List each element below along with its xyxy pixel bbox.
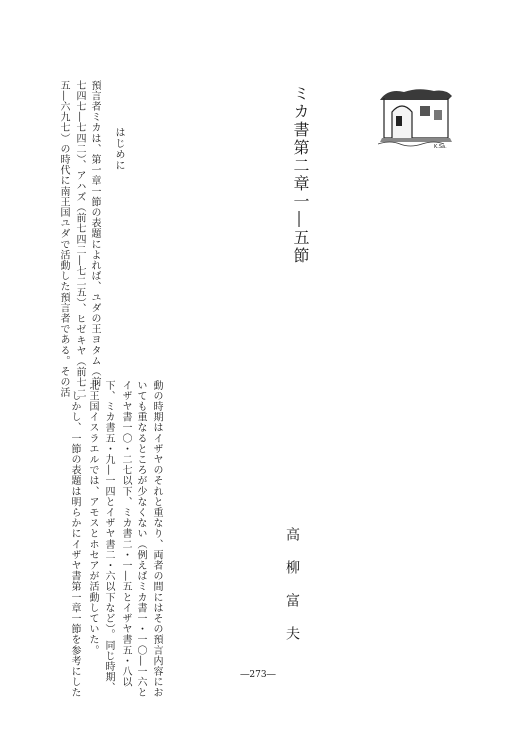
intro-column: 七四七―七四二）、アハズ（前七四二―七二五）、ヒゼキヤ（前七二 (74, 80, 85, 399)
author-name: 高柳富夫 (284, 527, 300, 659)
body-column: しかし、一節の表題は明らかにイザヤ書第一章一節を参考にした (69, 380, 80, 698)
svg-text:K.Sa.: K.Sa. (434, 144, 447, 150)
body-column: イザヤ書一〇・二七以下、ミカ書二・一―五とイザヤ書五・八以 (120, 380, 131, 688)
page-number: ―273― (240, 670, 276, 680)
body-column: いても重なるところが少なくない（例えばミカ書一・一〇―一六と (135, 380, 146, 698)
intro-column: 預言者ミカは、第一章一節の表題によれば、ユダの王ヨタム（前 (89, 80, 100, 388)
house-illustration (378, 86, 454, 150)
page-title: ミカ書第二章一―五節 (291, 85, 310, 265)
body-column: 動の時期はイザヤのそれと重なり、両者の間にはその預言内容にお (151, 380, 162, 698)
intro-column: 五―六九七）の時代に南王国ユダで活動した預言者である。その活 (58, 80, 69, 398)
section-heading: はじめに (113, 127, 124, 171)
body-column: 北王国イスラエルでは、アモスとホセアが活動していた。 (87, 380, 98, 656)
body-column: 下、ミカ書五・九―一四とイザヤ書二・六以下など）。同じ時期、 (103, 380, 114, 693)
